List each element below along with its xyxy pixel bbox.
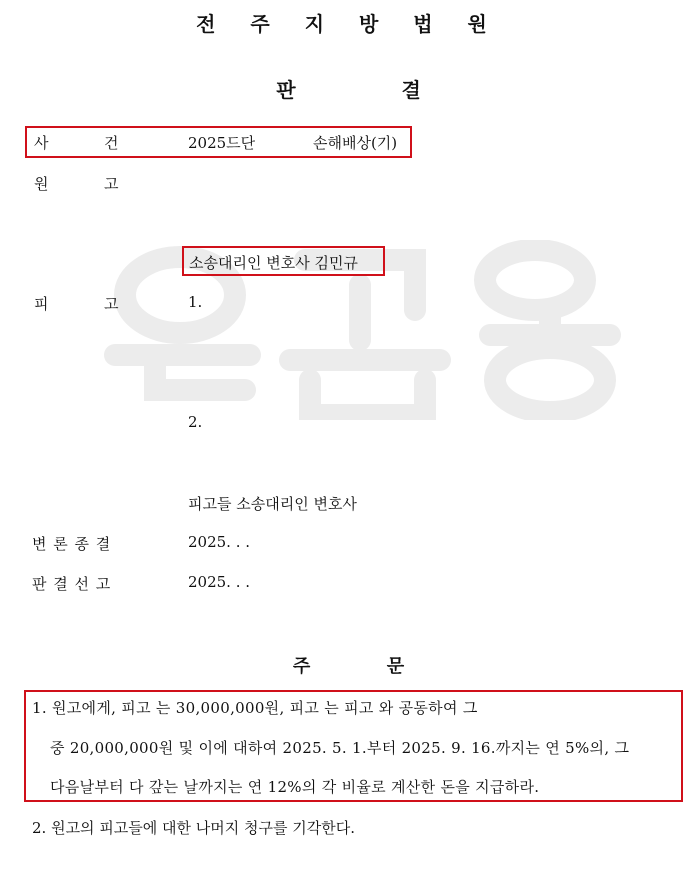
order-title-char-2: 문 <box>386 656 405 677</box>
closing-date-label: 변 론 종 결 <box>32 535 112 553</box>
order-item-1-line-2: 중 20,000,000원 및 이에 대하여 2025. 5. 1.부터 2025. 9. 16.까지는 연 5%의, 그 <box>50 739 630 757</box>
order-item-1-line-1: 1. 원고에게, 피고 는 30,000,000원, 피고 는 피고 와 공동하여 그 <box>32 699 478 717</box>
case-label-char-2: 건 <box>104 134 119 152</box>
case-number: 2025드단 <box>188 134 256 152</box>
plaintiff-label-char-2: 고 <box>104 175 119 193</box>
defendant-attorney: 피고들 소송대리인 변호사 <box>188 495 357 513</box>
ruling-date-value: 2025. . . <box>188 573 251 591</box>
closing-date-value: 2025. . . <box>188 533 251 551</box>
plaintiff-attorney: 소송대리인 변호사 김민규 <box>189 254 358 272</box>
plaintiff-label-char-1: 원 <box>34 175 49 193</box>
order-item-1-line-3: 다음날부터 다 갚는 날까지는 연 12%의 각 비율로 계산한 돈을 지급하라. <box>50 778 540 796</box>
defendant-label-char-1: 피 <box>34 295 49 313</box>
order-item-2: 2. 원고의 피고들에 대한 나머지 청구를 기각한다. <box>32 819 355 837</box>
order-title-char-1: 주 <box>292 656 311 677</box>
order-title <box>0 652 697 678</box>
defendant-item-1: 1. <box>188 293 203 311</box>
court-name: 전 주 지 방 법 원 <box>196 12 501 36</box>
defendant-item-2: 2. <box>188 413 203 431</box>
defendant-label-char-2: 고 <box>104 295 119 313</box>
document-type <box>0 74 697 103</box>
doc-type-char-2: 결 <box>401 78 421 102</box>
case-name: 손해배상(기) <box>313 134 398 152</box>
doc-type-char-1: 판 <box>276 78 296 102</box>
case-label-char-1: 사 <box>34 134 49 152</box>
ruling-date-label: 판 결 선 고 <box>32 575 112 593</box>
